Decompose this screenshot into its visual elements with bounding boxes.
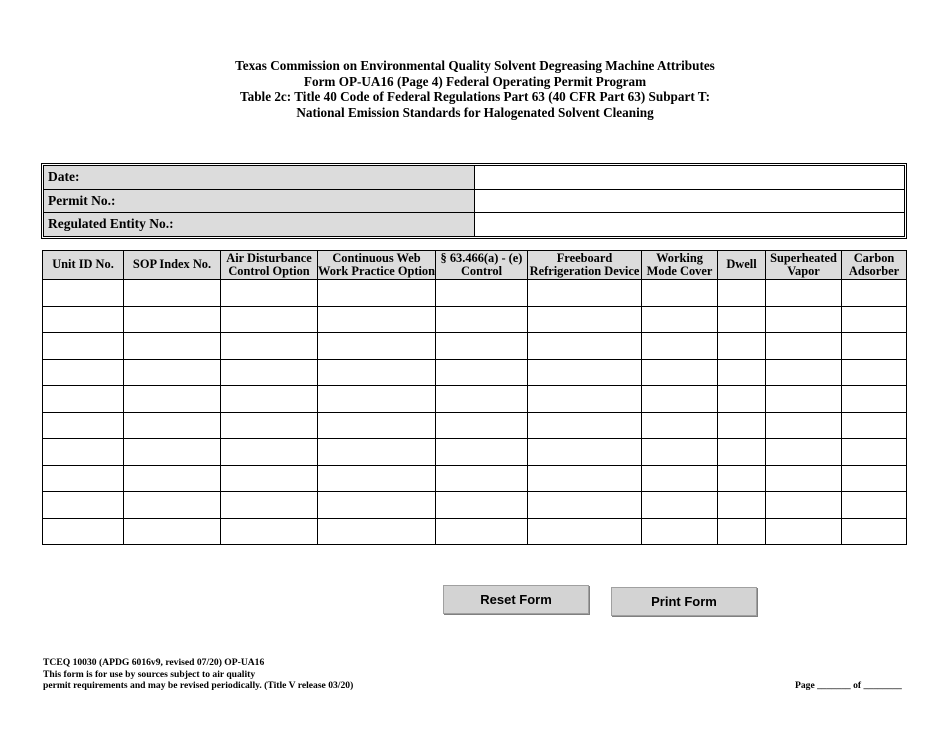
- table-header-row: [43, 251, 907, 280]
- table-cell-input[interactable]: [842, 465, 907, 492]
- table-cell-input[interactable]: [436, 333, 528, 360]
- table-cell-input[interactable]: [766, 386, 842, 413]
- table-cell-input[interactable]: [436, 386, 528, 413]
- table-cell-input[interactable]: [642, 359, 718, 386]
- table-cell-input[interactable]: [642, 306, 718, 333]
- table-cell-input[interactable]: [766, 492, 842, 519]
- table-cell-input[interactable]: [528, 359, 642, 386]
- table-cell-input[interactable]: [221, 306, 318, 333]
- permit-field[interactable]: [475, 190, 904, 213]
- column-header-line-2: Refrigeration Device: [529, 264, 640, 278]
- table-cell-input[interactable]: [766, 280, 842, 307]
- column-header-line-1: Air Disturbance: [226, 250, 312, 265]
- table-cell-input[interactable]: [221, 359, 318, 386]
- table-row: [43, 386, 907, 413]
- date-field[interactable]: [475, 166, 904, 189]
- table-cell-input[interactable]: [43, 306, 124, 333]
- table-cell-input[interactable]: [642, 518, 718, 545]
- table-cell-input[interactable]: [436, 518, 528, 545]
- table-body: [43, 280, 907, 545]
- column-header-line-2: Mode Cover: [646, 264, 713, 278]
- table-cell-input[interactable]: [221, 280, 318, 307]
- table-cell-input[interactable]: [221, 465, 318, 492]
- table-cell-input[interactable]: [124, 518, 221, 545]
- column-header-line-2: Control Option: [228, 264, 310, 278]
- table-cell-input[interactable]: [766, 359, 842, 386]
- print-form-button[interactable]: Print Form: [611, 587, 757, 616]
- form-footer: [43, 657, 353, 692]
- table-cell-input[interactable]: [318, 306, 436, 333]
- column-header-line-1: Freeboard: [556, 250, 613, 265]
- table-cell-input[interactable]: [718, 333, 766, 360]
- entity-field[interactable]: [475, 213, 904, 236]
- permit-row: [44, 190, 904, 214]
- table-row: [43, 306, 907, 333]
- table-cell-input[interactable]: [318, 492, 436, 519]
- table-cell-input[interactable]: [318, 333, 436, 360]
- table-cell-input[interactable]: [718, 412, 766, 439]
- table-cell-input[interactable]: [43, 465, 124, 492]
- table-cell-input[interactable]: [642, 333, 718, 360]
- column-header: [436, 251, 528, 280]
- column-header: [43, 251, 124, 280]
- table-cell-input[interactable]: [124, 492, 221, 519]
- table-cell-input[interactable]: [718, 306, 766, 333]
- table-cell-input[interactable]: [766, 333, 842, 360]
- info-block: [41, 163, 907, 239]
- table-cell-input[interactable]: [766, 306, 842, 333]
- table-cell-input[interactable]: [43, 518, 124, 545]
- column-header: [842, 251, 907, 280]
- column-header: [318, 251, 436, 280]
- table-cell-input[interactable]: [318, 280, 436, 307]
- column-header-line-2: Vapor: [787, 264, 820, 278]
- table-cell-input[interactable]: [436, 359, 528, 386]
- table-cell-input[interactable]: [528, 465, 642, 492]
- table-cell-input[interactable]: [221, 412, 318, 439]
- header-title-line-1: Texas Commission on Environmental Quality Solvent Degreasing Machine Attributes: [235, 58, 715, 73]
- table-cell-input[interactable]: [124, 386, 221, 413]
- table-cell-input[interactable]: [124, 465, 221, 492]
- table-cell-input[interactable]: [642, 465, 718, 492]
- table-cell-input[interactable]: [43, 280, 124, 307]
- table-cell-input[interactable]: [842, 412, 907, 439]
- table-cell-input[interactable]: [642, 492, 718, 519]
- table-cell-input[interactable]: [528, 306, 642, 333]
- table-cell-input[interactable]: [842, 492, 907, 519]
- table-cell-input[interactable]: [124, 412, 221, 439]
- column-header-line-1: SOP Index No.: [132, 257, 212, 272]
- table-cell-input[interactable]: [642, 412, 718, 439]
- attributes-table: [42, 250, 907, 545]
- table-cell-input[interactable]: [221, 333, 318, 360]
- table-cell-input[interactable]: [528, 280, 642, 307]
- date-row: [44, 166, 904, 190]
- table-cell-input[interactable]: [436, 412, 528, 439]
- table-cell-input[interactable]: [718, 492, 766, 519]
- form-header: [0, 58, 950, 120]
- footer-line-2: This form is for use by sources subject to air quality: [43, 668, 256, 680]
- table-cell-input[interactable]: [642, 280, 718, 307]
- permit-label: Permit No.:: [44, 190, 475, 213]
- table-cell-input[interactable]: [436, 439, 528, 466]
- table-cell-input[interactable]: [842, 280, 907, 307]
- footer-line-1: TCEQ 10030 (APDG 6016v9, revised 07/20) OP-UA16: [43, 657, 265, 668]
- table-cell-input[interactable]: [642, 439, 718, 466]
- table-row: [43, 412, 907, 439]
- table-cell-input[interactable]: [842, 306, 907, 333]
- table-cell-input[interactable]: [221, 439, 318, 466]
- column-header-line-2: Adsorber: [848, 264, 900, 278]
- table-cell-input[interactable]: [842, 518, 907, 545]
- header-title-line-3: Table 2c: Title 40 Code of Federal Regulations Part 63 (40 CFR Part 63) Subpart T:: [240, 89, 710, 104]
- table-row: [43, 492, 907, 519]
- table-cell-input[interactable]: [436, 465, 528, 492]
- column-header: [766, 251, 842, 280]
- table-cell-input[interactable]: [124, 306, 221, 333]
- table-cell-input[interactable]: [528, 492, 642, 519]
- table-cell-input[interactable]: [318, 439, 436, 466]
- table-row: [43, 359, 907, 386]
- table-cell-input[interactable]: [718, 359, 766, 386]
- table-cell-input[interactable]: [318, 518, 436, 545]
- table-cell-input[interactable]: [124, 439, 221, 466]
- table-cell-input[interactable]: [43, 412, 124, 439]
- table-cell-input[interactable]: [718, 386, 766, 413]
- date-label: Date:: [44, 166, 475, 189]
- table-cell-input[interactable]: [43, 333, 124, 360]
- table-row: [43, 333, 907, 360]
- table-cell-input[interactable]: [221, 492, 318, 519]
- table-cell-input[interactable]: [221, 518, 318, 545]
- column-header: [718, 251, 766, 280]
- column-header-line-1: Carbon: [853, 250, 895, 265]
- table-cell-input[interactable]: [842, 359, 907, 386]
- table-cell-input[interactable]: [436, 280, 528, 307]
- table-cell-input[interactable]: [766, 439, 842, 466]
- column-header: [642, 251, 718, 280]
- table-cell-input[interactable]: [528, 518, 642, 545]
- table-cell-input[interactable]: [766, 412, 842, 439]
- table-cell-input[interactable]: [318, 359, 436, 386]
- table-cell-input[interactable]: [436, 306, 528, 333]
- column-header: [124, 251, 221, 280]
- table-cell-input[interactable]: [842, 386, 907, 413]
- table-cell-input[interactable]: [221, 386, 318, 413]
- table-cell-input[interactable]: [528, 439, 642, 466]
- table-cell-input[interactable]: [718, 518, 766, 545]
- table-cell-input[interactable]: [842, 333, 907, 360]
- table-cell-input[interactable]: [842, 439, 907, 466]
- table-row: [43, 518, 907, 545]
- table-cell-input[interactable]: [43, 386, 124, 413]
- entity-label: Regulated Entity No.:: [44, 213, 475, 236]
- table-cell-input[interactable]: [528, 412, 642, 439]
- table-row: [43, 439, 907, 466]
- table-cell-input[interactable]: [318, 386, 436, 413]
- column-header-line-2: Work Practice Option: [318, 264, 436, 278]
- column-header: [221, 251, 318, 280]
- entity-row: [44, 213, 904, 236]
- table-cell-input[interactable]: [766, 465, 842, 492]
- column-header-line-1: Working: [656, 250, 703, 265]
- footer-line-3: permit requirements and may be revised periodically. (Title V release 03/20): [43, 680, 354, 691]
- table-cell-input[interactable]: [43, 359, 124, 386]
- column-header-line-1: § 63.466(a) - (e): [440, 250, 523, 265]
- table-cell-input[interactable]: [124, 280, 221, 307]
- header-title-line-2: Form OP-UA16 (Page 4) Federal Operating Permit Program: [303, 73, 647, 89]
- reset-form-button[interactable]: Reset Form: [443, 585, 589, 614]
- column-header-line-2: Control: [460, 264, 503, 278]
- column-header-line-1: Dwell: [726, 257, 757, 272]
- column-header: [528, 251, 642, 280]
- table-row: [43, 280, 907, 307]
- column-header-line-1: Superheated: [770, 250, 837, 265]
- table-cell-input[interactable]: [318, 465, 436, 492]
- column-header-line-1: Unit ID No.: [52, 257, 114, 272]
- table-cell-input[interactable]: [642, 386, 718, 413]
- table-cell-input[interactable]: [436, 492, 528, 519]
- table-cell-input[interactable]: [718, 439, 766, 466]
- table-cell-input[interactable]: [318, 412, 436, 439]
- table-cell-input[interactable]: [718, 465, 766, 492]
- table-cell-input[interactable]: [43, 492, 124, 519]
- table-cell-input[interactable]: [528, 333, 642, 360]
- header-title-line-4: National Emission Standards for Halogenated Solvent Cleaning: [296, 104, 654, 120]
- column-header-line-1: Continuous Web: [332, 250, 421, 265]
- table-cell-input[interactable]: [718, 280, 766, 307]
- page-number: Page _______ of ________: [795, 680, 902, 691]
- table-cell-input[interactable]: [766, 518, 842, 545]
- table-cell-input[interactable]: [124, 333, 221, 360]
- table-cell-input[interactable]: [124, 359, 221, 386]
- table-row: [43, 465, 907, 492]
- table-cell-input[interactable]: [528, 386, 642, 413]
- table-cell-input[interactable]: [43, 439, 124, 466]
